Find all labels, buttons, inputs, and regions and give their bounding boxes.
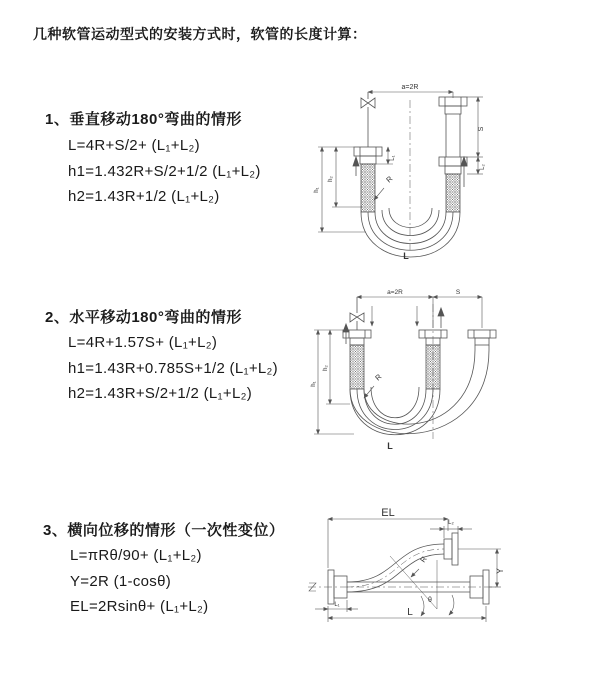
hose-u-bend-position1 xyxy=(350,387,440,435)
section1-heading: 1、垂直移动180°弯曲的情形 xyxy=(45,111,242,128)
d1-labels xyxy=(314,84,486,261)
d1-linework xyxy=(318,92,483,257)
dim-label-el: EL xyxy=(381,507,395,519)
left-flange xyxy=(354,147,382,164)
dim-label-h1: h₁ xyxy=(311,381,317,387)
section1-formulas xyxy=(68,133,261,210)
formula-line: h1=1.43R+0.785S+1/2 (L₁+L₂) xyxy=(68,359,278,377)
dim-label-radius: R xyxy=(373,372,384,383)
section3-heading: 3、横向位移的情形（一次性变位） xyxy=(43,522,285,539)
dim-label-span: a=2R xyxy=(401,84,419,91)
dim-label-h2: h₂ xyxy=(328,176,334,182)
motion-arrow-up xyxy=(461,157,467,187)
section2-heading: 2、水平移动180°弯曲的情形 xyxy=(45,309,242,326)
diagram-vertical-180-bend xyxy=(310,72,600,262)
formula-line: L=πRθ/90+ (L₁+L₂) xyxy=(70,547,202,564)
motion-arrow-up xyxy=(438,308,444,328)
braided-hose-section xyxy=(361,164,375,212)
dim-label-end2: L₂ xyxy=(448,520,454,526)
dim-label-h1: h₁ xyxy=(314,187,320,193)
braided-hose-section xyxy=(446,174,460,212)
valve-icon xyxy=(361,92,375,147)
motion-arrow-up xyxy=(353,157,359,176)
hose-u-bend xyxy=(361,208,460,257)
dim-label-length: L xyxy=(403,251,409,261)
formula-line: h2=1.43R+S/2+1/2 (L₁+L₂) xyxy=(68,385,253,402)
dim-label-end2: L₂ xyxy=(480,164,486,170)
right-flange-upper xyxy=(439,97,467,114)
braided-hose-section xyxy=(426,345,440,389)
diagram-lateral-displacement xyxy=(300,502,600,652)
d3-labels xyxy=(334,507,505,618)
dim-label-angle: θ xyxy=(428,597,432,604)
formula-line: L=4R+1.57S+ (L₁+L₂) xyxy=(68,334,218,351)
dim-label-travel: S xyxy=(455,289,461,296)
formula-line: EL=2Rsinθ+ (L₁+L₂) xyxy=(70,598,209,615)
hose-displaced-position xyxy=(347,544,444,592)
dim-label-radius: R xyxy=(418,554,429,565)
formula-line: h1=1.432R+S/2+1/2 (L₁+L₂) xyxy=(68,162,261,180)
dim-label-length: L xyxy=(407,607,413,618)
section2-formulas xyxy=(68,330,278,407)
formula-line: Y=2R (1-cosθ) xyxy=(70,572,172,590)
dim-label-length: L xyxy=(387,441,393,451)
right-flange xyxy=(468,330,496,345)
dim-label-span: a=2R xyxy=(387,289,403,296)
formula-line: h2=1.43R+1/2 (L₁+L₂) xyxy=(68,188,220,205)
section3-formulas xyxy=(70,543,208,620)
dim-label-travel: S xyxy=(478,126,485,132)
upper-right-flange xyxy=(444,533,458,565)
angle-construction xyxy=(390,556,454,616)
diagram-horizontal-180-bend xyxy=(308,284,600,464)
dim-label-end1: L₁ xyxy=(390,155,396,161)
page-title: 几种软管运动型式的安装方式时，软管的长度计算： xyxy=(33,26,367,42)
valve-icon xyxy=(350,297,364,330)
d2-linework xyxy=(314,297,496,439)
motion-arrow-up xyxy=(343,324,349,344)
dim-label-h2: h₂ xyxy=(323,365,329,371)
dim-label-radius: R xyxy=(384,174,395,185)
braided-hose-section xyxy=(350,345,364,389)
dim-label-end1: L₁ xyxy=(334,602,340,608)
dim-label-offset: Y xyxy=(495,567,505,575)
formula-line: L=4R+S/2+ (L₁+L₂) xyxy=(68,137,200,154)
